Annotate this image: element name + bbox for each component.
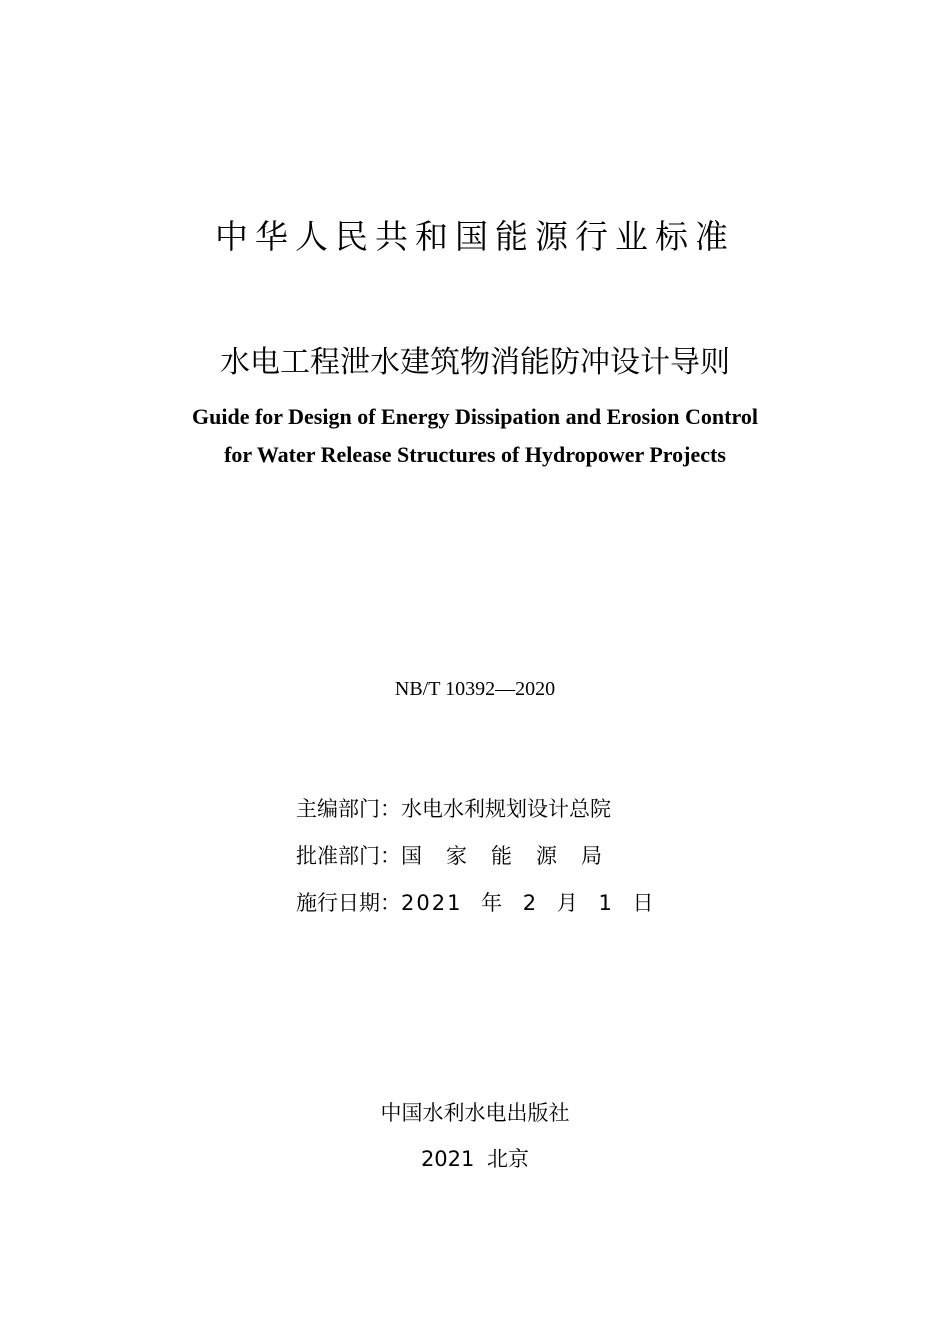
approver-label: 批准部门： [296,844,401,868]
approver-row [296,841,696,871]
publication-year-place: 2021 北京 [420,1147,530,1171]
effective-date-label: 施行日期： [296,891,401,915]
editor-value: 水电水利规划设计总院 [401,797,611,821]
effective-date-value: 2021 年 2 月 1 日 [401,891,656,915]
title-en-line-2: for Water Release Structures of Hydropower Projects [224,442,726,467]
industry-standard-heading: 中华人民共和国能源行业标准 [215,217,735,256]
approver-value: 国家能源局 [401,844,626,868]
effective-date-row [296,888,696,918]
standard-number: NB/T 10392—2020 [394,678,556,700]
title-en-line-1: Guide for Design of Energy Dissipation and Erosion Control [192,404,758,429]
document-title-en [0,398,950,474]
editor-label: 主编部门： [296,797,401,821]
publisher-name: 中国水利水电出版社 [380,1101,570,1125]
document-title-cn: 水电工程泄水建筑物消能防冲设计导则 [220,345,730,380]
editor-row [296,794,696,824]
